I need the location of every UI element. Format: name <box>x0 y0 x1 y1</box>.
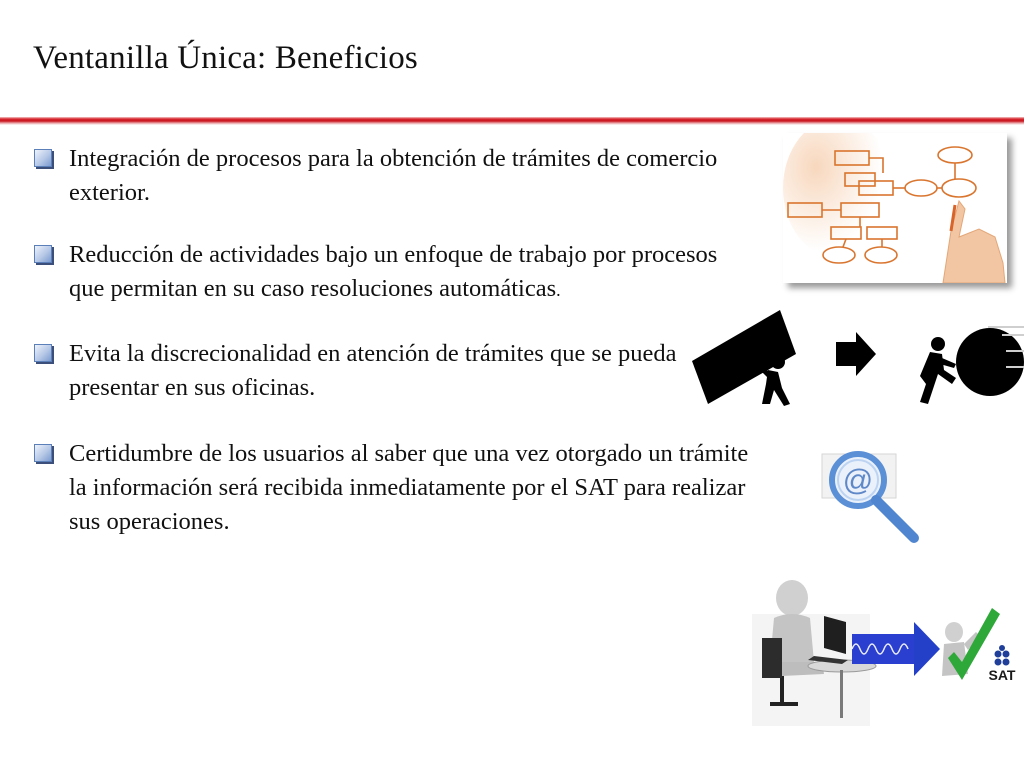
at-symbol: @ <box>842 464 874 497</box>
effort-comparison-image <box>680 306 1024 410</box>
sat-confirmation-image <box>752 578 1024 726</box>
bullet-item <box>34 437 754 539</box>
process-flowchart-icon <box>783 133 1007 283</box>
bullet-text-suffix: . <box>556 280 561 300</box>
checkbox-bullet-icon <box>34 245 52 263</box>
push-boulder-icon <box>680 306 1024 410</box>
bullet-text: Evita la discrecionalidad en atención de trámites que se pueda presentar en sus oficinas. <box>69 340 677 401</box>
checkbox-bullet-icon <box>34 444 52 462</box>
bullet-text: Certidumbre de los usuarios al saber que una vez otorgado un trámite la información será recibida inmediatamente por el SAT para realizar sus operaciones. <box>69 440 749 535</box>
bullet-item <box>34 238 754 307</box>
slide-title: Ventanilla Única: Beneficios <box>33 40 418 76</box>
bullet-list <box>34 142 754 539</box>
bullet-text: Integración de procesos para la obtención de trámites de comercio exterior. <box>69 145 718 206</box>
bullet-text: Reducción de actividades bajo un enfoque de trabajo por procesos que permitan en su caso resoluciones automáticas <box>69 241 718 302</box>
sat-logo-text: SAT <box>988 667 1016 683</box>
process-diagram-image <box>783 133 1007 283</box>
checkbox-bullet-icon <box>34 344 52 362</box>
magnifier-at-icon <box>818 448 926 546</box>
user-to-sat-icon <box>752 578 1024 726</box>
bullet-item <box>34 142 754 210</box>
email-search-image <box>818 448 926 546</box>
title-divider <box>0 117 1024 125</box>
checkbox-bullet-icon <box>34 149 52 167</box>
bullet-item <box>34 337 754 405</box>
